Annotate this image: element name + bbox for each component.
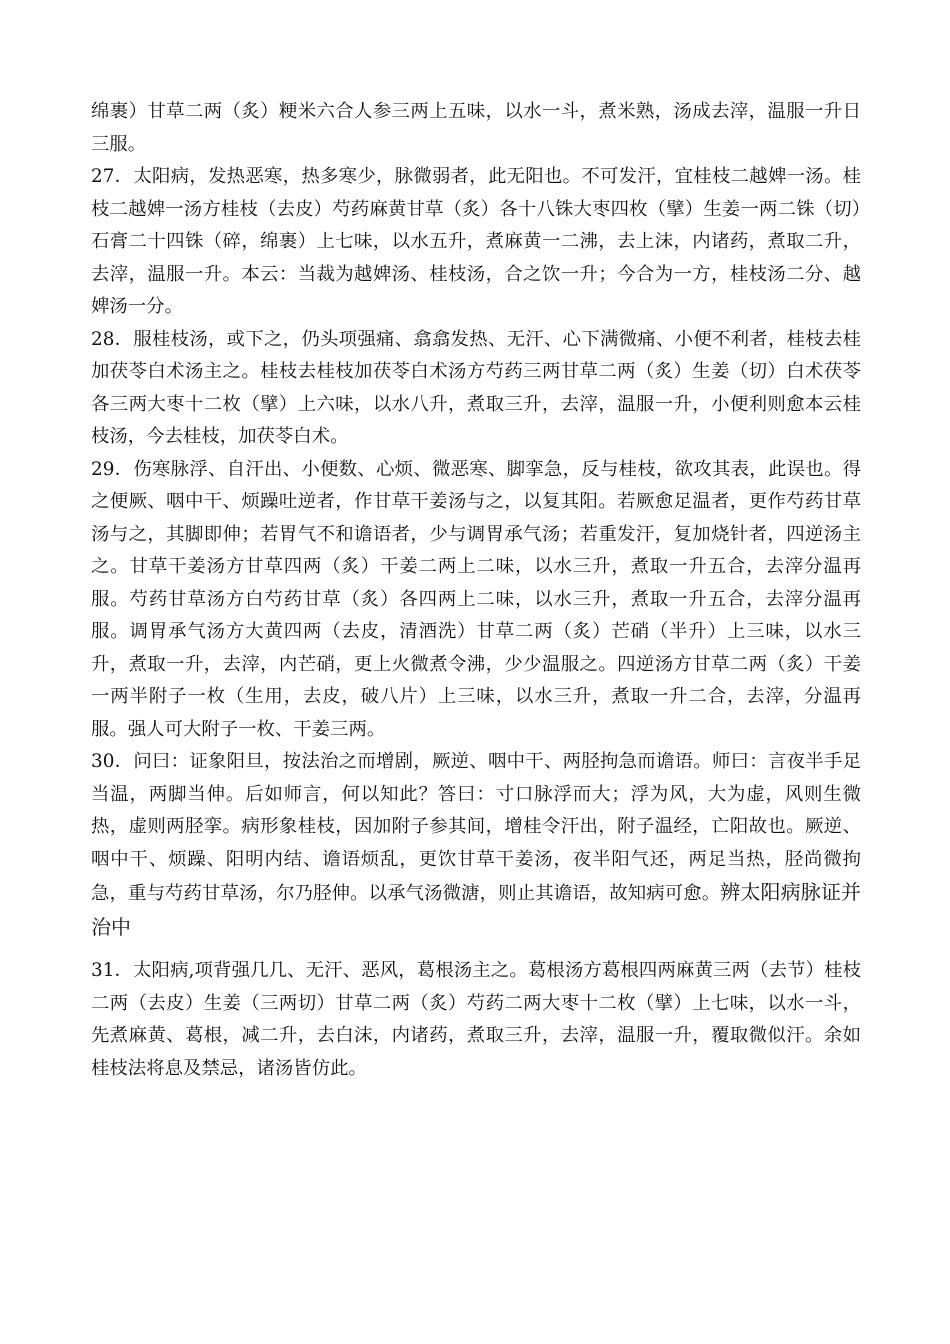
paragraph-continuation: 绵裹）甘草二两（炙）粳米六合人参三两上五味，以水一斗，煮米熟，汤成去滓，温服一升日三服。 [91,101,861,155]
paragraph-30-text: 30．问曰：证象阳旦，按法治之而增剧，厥逆、咽中干、两胫拘急而谵语。师曰：言夜半手足当温，两脚当伸。后如师言，何以知此？答曰：寸口脉浮而大；浮为风，大为虚，风则生微热，虚则两胫挛。病形象桂枝，因加附子参其间，增桂令汗出，附子温经，亡阳故也。厥逆、咽中干、烦躁、阳明内结、谵语烦乱，更饮甘草干姜汤，夜半阳气还，两足当热，胫尚微拘急，重与芍药甘草汤，尔乃胫伸。以承气汤微溏，则止其谵语，故知病可愈。 [91,751,861,904]
paragraph-28: 28．服桂枝汤，或下之，仍头项强痛、翕翕发热、无汗、心下满微痛、小便不利者，桂枝去桂加茯苓白术汤主之。桂枝去桂枝加茯苓白术汤方芍药三两甘草二两（炙）生姜（切）白术茯苓各三两大枣十二枚（擘）上六味，以水八升，煮取三升，去滓，温服一升，小便利则愈本云桂枝汤，今去桂枝，加茯苓白术。 [91,328,861,447]
section-heading: 辨太阳病脉证并治中 [91,880,861,939]
document-page [91,96,861,1085]
paragraph-31: 31．太阳病,项背强几几、无汗、恶风，葛根汤主之。葛根汤方葛根四两麻黄三两（去节）桂枝二两（去皮）生姜（三两切）甘草二两（炙）芍药二两大枣十二枚（擘）上七味，以水一斗，先煮麻黄、葛根，减二升，去白沫，内诸药，煮取三升，去滓，温服一升，覆取微似汗。余如桂枝法将息及禁忌，诸汤皆仿此。 [91,960,861,1079]
paragraph-30 [91,746,861,945]
paragraph-29: 29．伤寒脉浮、自汗出、小便数、心烦、微恶寒、脚挛急，反与桂枝，欲攻其表，此误也。得之便厥、咽中干、烦躁吐逆者，作甘草干姜汤与之，以复其阳。若厥愈足温者，更作芍药甘草汤与之，其脚即伸；若胃气不和谵语者，少与调胃承气汤；若重发汗，复加烧针者，四逆汤主之。甘草干姜汤方甘草四两（炙）干姜二两上二味，以水三升，煮取一升五合，去滓分温再服。芍药甘草汤方白芍药甘草（炙）各四两上二味，以水三升，煮取一升五合，去滓分温再服。调胃承气汤方大黄四两（去皮，清酒洗）甘草二两（炙）芒硝（半升）上三味，以水三升，煮取一升，去滓，内芒硝，更上火微煮令沸，少少温服之。四逆汤方甘草二两（炙）干姜一两半附子一枚（生用，去皮，破八片）上三味，以水三升，煮取一升二合，去滓，分温再服。强人可大附子一枚、干姜三两。 [91,458,861,740]
paragraph-27: 27．太阳病，发热恶寒，热多寒少，脉微弱者，此无阳也。不可发汗，宜桂枝二越婢一汤。桂枝二越婢一汤方桂枝（去皮）芍药麻黄甘草（炙）各十八铢大枣四枚（擘）生姜一两二铢（切）石膏二十四铢（碎，绵裹）上七味，以水五升，煮麻黄一二沸，去上沫，内诸药，煮取二升，去滓，温服一升。本云：当裁为越婢汤、桂枝汤，合之饮一升；今合为一方，桂枝汤二分、越婢汤一分。 [91,166,861,317]
